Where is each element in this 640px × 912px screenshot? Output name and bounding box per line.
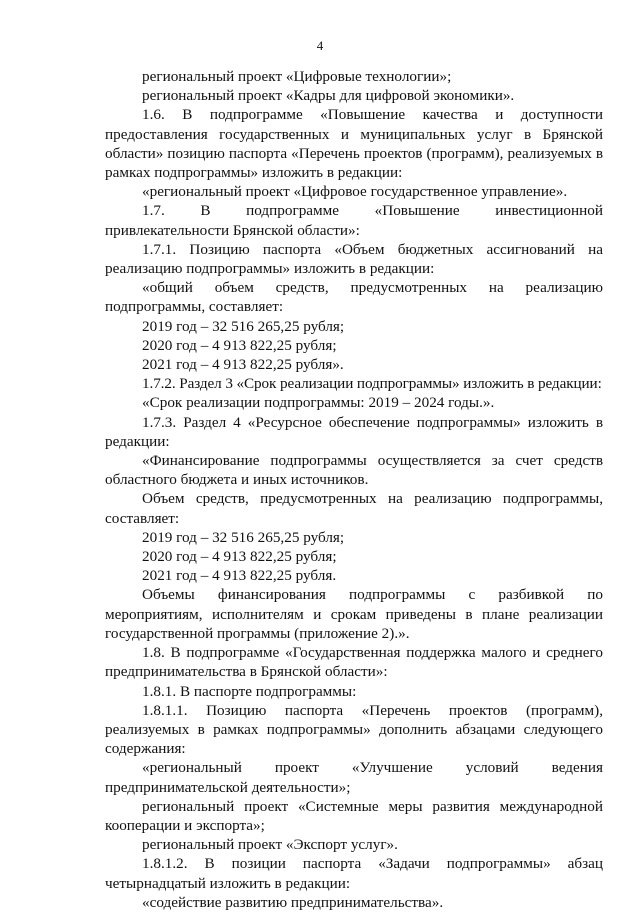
paragraph: региональный проект «Экспорт услуг». bbox=[142, 836, 398, 854]
paragraph: региональный проект «Цифровые технологии»; bbox=[142, 68, 452, 85]
paragraph: 1.8.1.2. В позиции паспорта «Задачи подпрограммы» абзац четырнадцатый изложить в редакции: bbox=[105, 855, 603, 892]
paragraph: региональный проект «Кадры для цифровой экономики». bbox=[142, 87, 515, 105]
paragraph: 2021 год – 4 913 822,25 рубля. bbox=[142, 567, 337, 585]
paragraph: 1.7. В подпрограмме «Повышение инвестиционной привлекательности Брянской области»: bbox=[105, 202, 603, 239]
paragraph: 1.6. В подпрограмме «Повышение качества и доступности предоставления государственных и муниципальных услуг в Брянской области» позицию паспорта «Перечень проектов (программ), реализуемых в рамках подпрограммы» изложить в редакции: bbox=[105, 106, 603, 182]
paragraph: «региональный проект «Улучшение условий ведения предпринимательской деятельности»; bbox=[105, 759, 603, 796]
paragraph: 1.8. В подпрограмме «Государственная поддержка малого и среднего предпринимательства в Брянской области»: bbox=[105, 644, 603, 681]
paragraph: 1.7.2. Раздел 3 «Срок реализации подпрограммы» изложить в редакции: bbox=[142, 375, 602, 393]
paragraph: Объемы финансирования подпрограммы с разбивкой по мероприятиям, исполнителям и срокам приведены в плане реализации государственной программы (приложение 2).». bbox=[105, 586, 603, 642]
paragraph: 1.7.3. Раздел 4 «Ресурсное обеспечение подпрограммы» изложить в редакции: bbox=[105, 413, 603, 450]
paragraph: региональный проект «Системные меры развития международной кооперации и экспорта»; bbox=[105, 797, 603, 834]
paragraph: «Финансирование подпрограммы осуществляется за счет средств областного бюджета и иных источников. bbox=[105, 452, 603, 489]
paragraph: 2019 год – 32 516 265,25 рубля; bbox=[142, 317, 345, 335]
paragraph: 2019 год – 32 516 265,25 рубля; bbox=[142, 528, 345, 546]
paragraph: 2020 год – 4 913 822,25 рубля; bbox=[142, 548, 337, 566]
paragraph: 1.8.1.1. Позицию паспорта «Перечень проектов (программ), реализуемых в рамках подпрограммы» дополнить абзацами следующего содержания: bbox=[105, 701, 603, 758]
paragraph: 2020 год – 4 913 822,25 рубля; bbox=[142, 336, 337, 354]
paragraph: «Срок реализации подпрограммы: 2019 – 2024 годы.». bbox=[142, 394, 495, 412]
paragraph: 1.7.1. Позицию паспорта «Объем бюджетных ассигнований на реализацию подпрограммы» изложить в редакции: bbox=[105, 240, 603, 278]
paragraph: «региональный проект «Цифровое государственное управление». bbox=[142, 183, 568, 201]
paragraph: «содействие развитию предпринимательства». bbox=[142, 893, 444, 911]
paragraph: 2021 год – 4 913 822,25 рубля». bbox=[142, 356, 344, 374]
paragraph: «общий объем средств, предусмотренных на реализацию подпрограммы, составляет: bbox=[105, 279, 603, 316]
document-body bbox=[105, 67, 603, 912]
paragraph: 1.8.1. В паспорте подпрограммы: bbox=[142, 682, 357, 700]
page-number: 4 bbox=[316, 38, 324, 53]
paragraph: Объем средств, предусмотренных на реализацию подпрограммы, составляет: bbox=[105, 490, 603, 527]
